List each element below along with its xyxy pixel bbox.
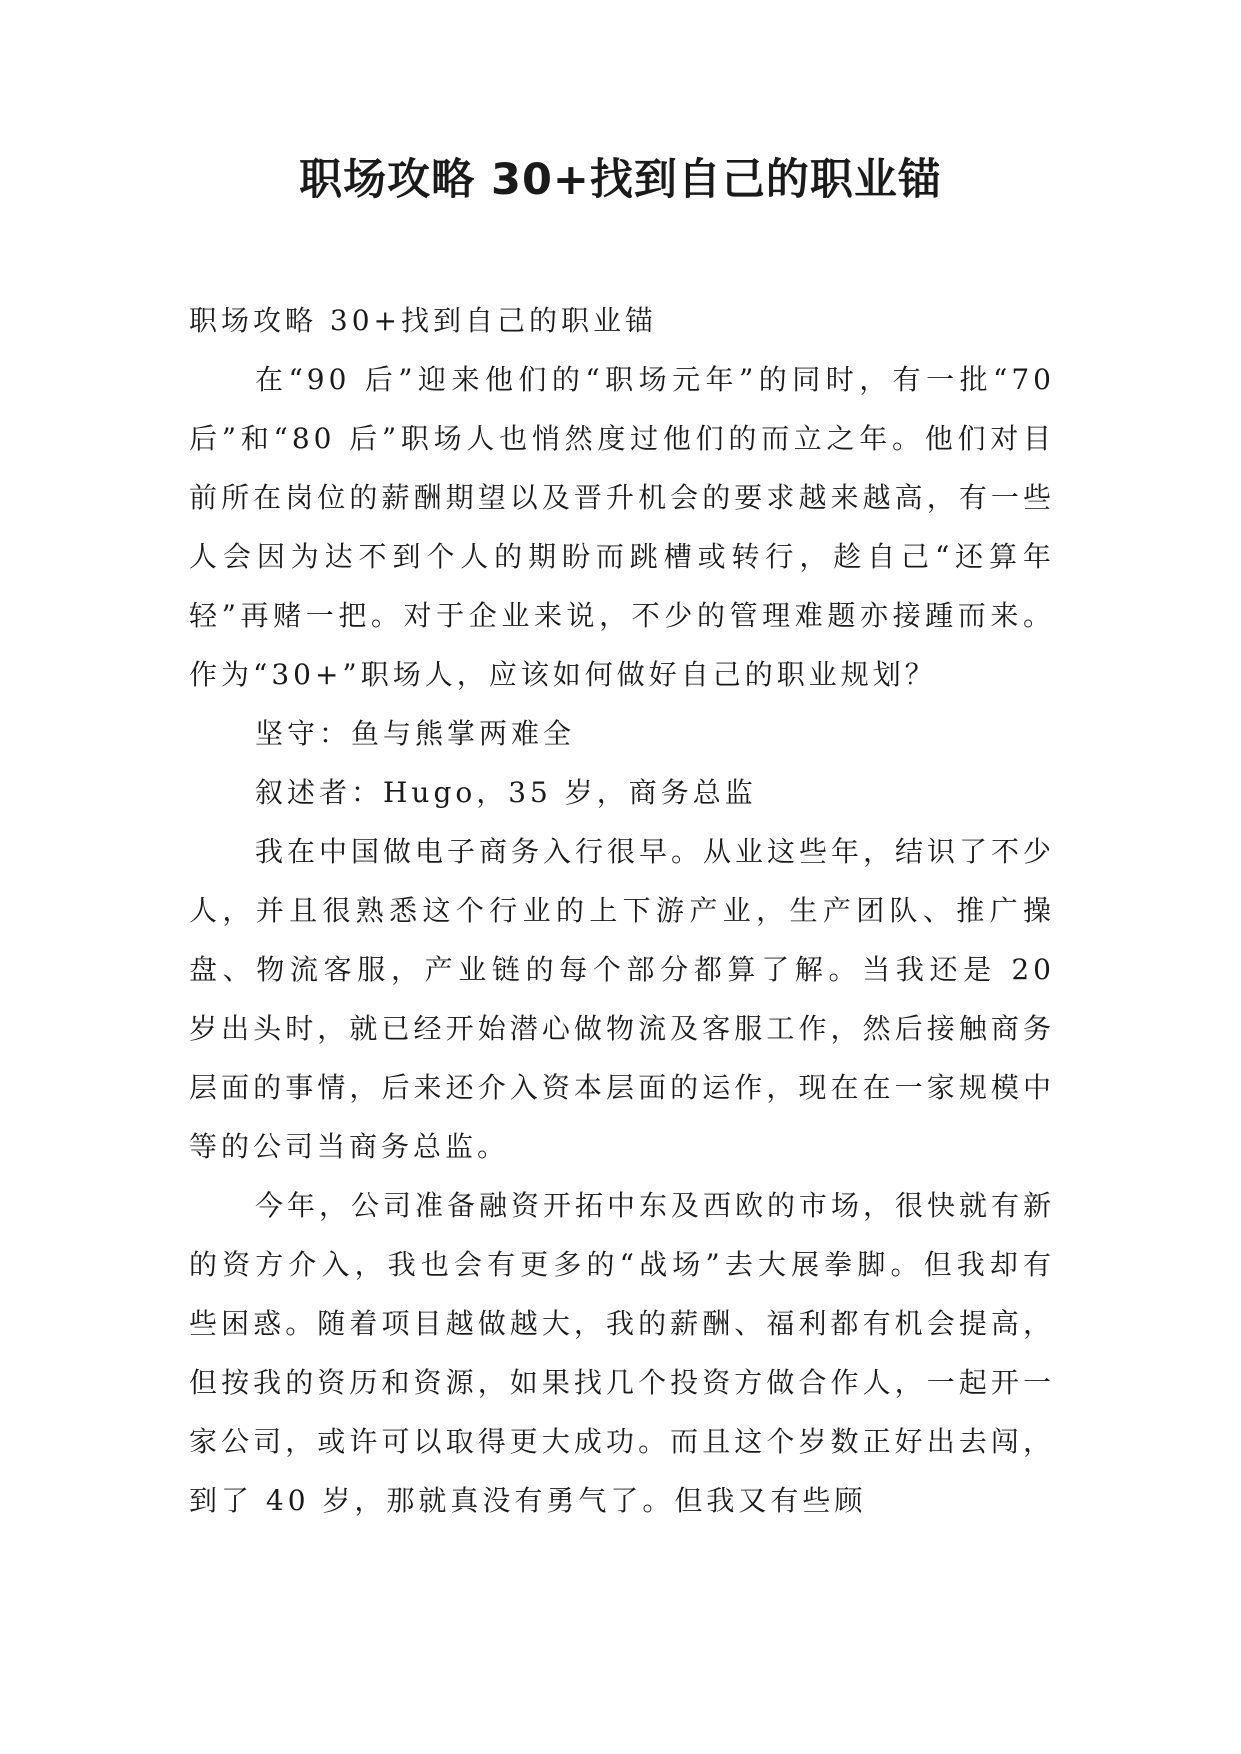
section-heading: 坚守：鱼与熊掌两难全 — [255, 717, 576, 750]
body-paragraph: 我在中国做电子商务入行很早。从业这些年，结识了不少人，并且很熟悉这个行业的上下游产业，生产团队、推广操盘、物流客服，产业链的每个部分都算了解。当我还是 20 岁出头时，就已经开始潜心做物流及客服工作，然后接触商务层面的事情，后来还介入资本层面的运作，现在在一家规模中等的公司当商务总监。 — [189, 835, 1056, 1163]
narrator-line: 叙述者：Hugo，35 岁，商务总监 — [255, 776, 757, 809]
intro-paragraph: 在“90 后”迎来他们的“职场元年”的同时，有一批“70 后”和“80 后”职场人也悄然度过他们的而立之年。他们对目前所在岗位的薪酬期望以及晋升机会的要求越来越高，有一些人会因为达不到个人的期盼而跳槽或转行，趁自己“还算年轻”再赌一把。对于企业来说，不少的管理难题亦接踵而来。作为“30+”职场人，应该如何做好自己的职业规划？ — [189, 363, 1055, 691]
document-body — [189, 291, 1055, 1530]
body-paragraph: 今年，公司准备融资开拓中东及西欧的市场，很快就有新的资方介入，我也会有更多的“战场”去大展拳脚。但我却有些困惑。随着项目越做越大，我的薪酬、福利都有机会提高，但按我的资历和资源，如果找几个投资方做合作人，一起开一家公司，或许可以取得更大成功。而且这个岁数正好出去闯，到了 40 岁，那就真没有勇气了。但我又有些顾 — [189, 1189, 1056, 1517]
subtitle-paragraph: 职场攻略 30+找到自己的职业锚 — [189, 304, 657, 337]
document-title: 职场攻略 30+找到自己的职业锚 — [299, 155, 942, 205]
